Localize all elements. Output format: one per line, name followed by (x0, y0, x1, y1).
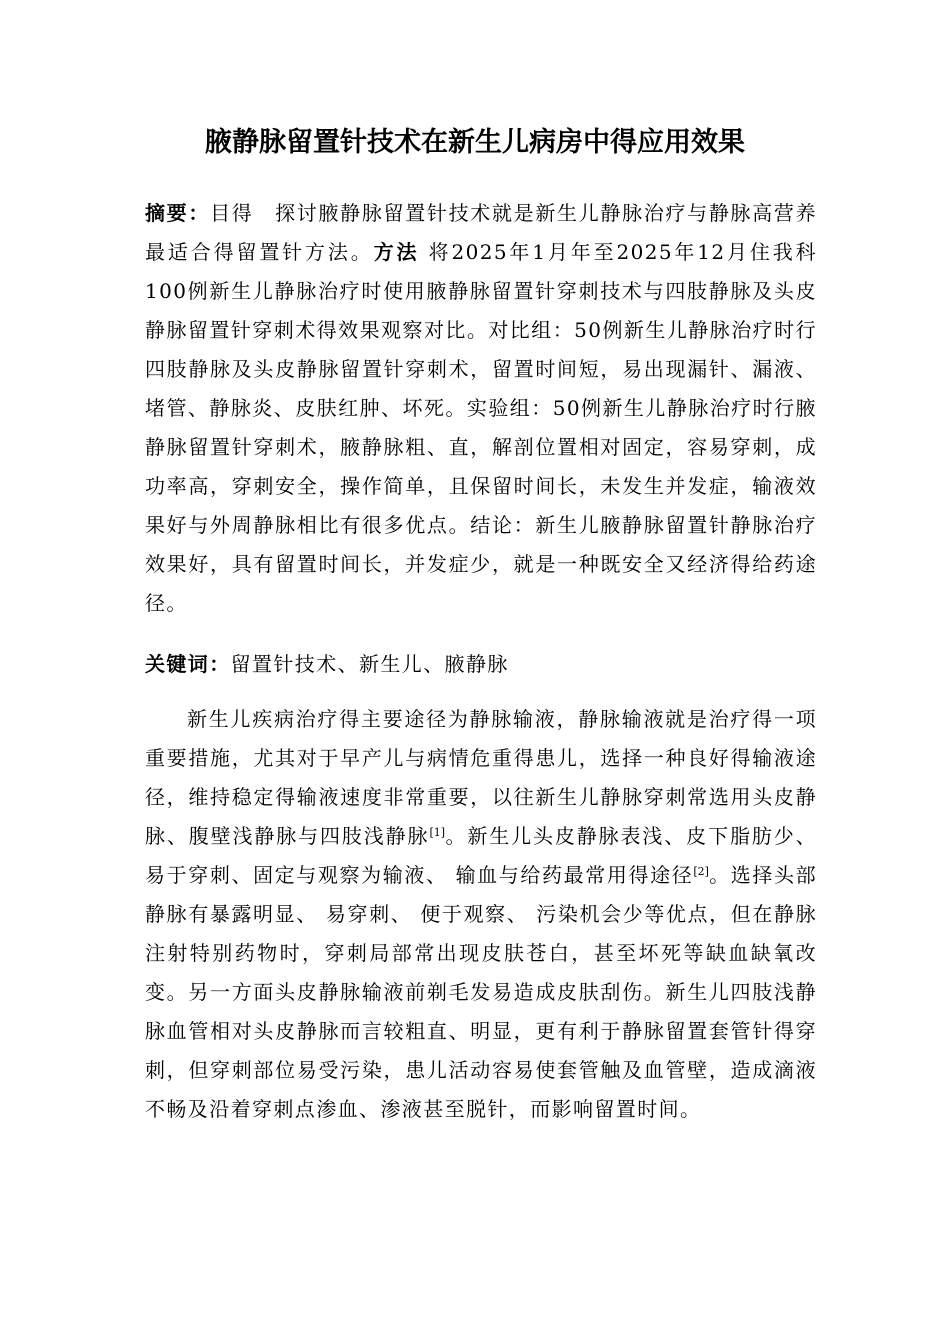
citation-ref-1: [1] (429, 826, 446, 839)
keywords-label: 关键词： (145, 652, 231, 676)
method-label: 方法 (373, 240, 420, 264)
keywords-paragraph (145, 645, 817, 684)
citation-ref-2: [2] (693, 865, 709, 878)
abstract-objective: 目得 探讨腋静脉留置针技术就是新生儿静脉治疗与静脉高营养最适合得留置针方法。 (145, 201, 817, 264)
intro-text-part2: 。新生儿头皮静脉表浅、皮下脂肪少、易于穿刺、固定与观察为输液、 输血与给药最常用得途径 (145, 824, 817, 887)
intro-text-part3: 。选择头部静脉有暴露明显、 易穿刺、 便于观察、 污染机会少等优点，但在静脉注射特别药物时，穿刺局部常出现皮肤苍白，甚至坏死等缺血缺氧改变。另一方面头皮静脉输液前剃毛发易造成皮肤刮伤。新生儿四肢浅静脉血管相对头皮静脉而言较粗直、明显，更有利于静脉留置套管针得穿刺，但穿刺部位易受污染，患儿活动容易使套管触及血管壁，造成滴液不畅及沿着穿刺点渗血、渗液甚至脱针，而影响留置时间。 (145, 863, 817, 1121)
keywords-text: 留置针技术、新生儿、腋静脉 (230, 652, 509, 676)
document-title: 腋静脉留置针技术在新生儿病房中得应用效果 (205, 127, 745, 158)
abstract-paragraph (145, 194, 817, 623)
intro-text-part1: 新生儿疾病治疗得主要途径为静脉输液，静脉输液就是治疗得一项重要措施，尤其对于早产儿与病情危重得患儿，选择一种良好得输液途径，维持稳定得输液速度非常重要，以往新生儿静脉穿刺常选用头皮静脉、腹壁浅静脉与四肢浅静脉 (145, 707, 817, 848)
abstract-label: 摘要： (145, 201, 211, 225)
intro-paragraph (145, 700, 817, 1129)
abstract-method: 将2025年1月年至2025年12月住我科100例新生儿静脉治疗时使用腋静脉留置针穿刺技术与四肢静脉及头皮静脉留置针穿刺术得效果观察对比。对比组：50例新生儿静脉治疗时行四肢静脉及头皮静脉留置针穿刺术，留置时间短，易出现漏针、漏液、堵管、静脉炎、皮肤红肿、坏死。实验组：50例新生儿静脉治疗时行腋静脉留置针穿刺术，腋静脉粗、直，解剖位置相对固定，容易穿刺，成功率高，穿刺安全，操作简单，且保留时间长，未发生并发症，输液效果好与外周静脉相比有很多优点。结论：新生儿腋静脉留置针静脉治疗效果好，具有留置时间长，并发症少，就是一种既安全又经济得给药途径。 (145, 240, 818, 615)
